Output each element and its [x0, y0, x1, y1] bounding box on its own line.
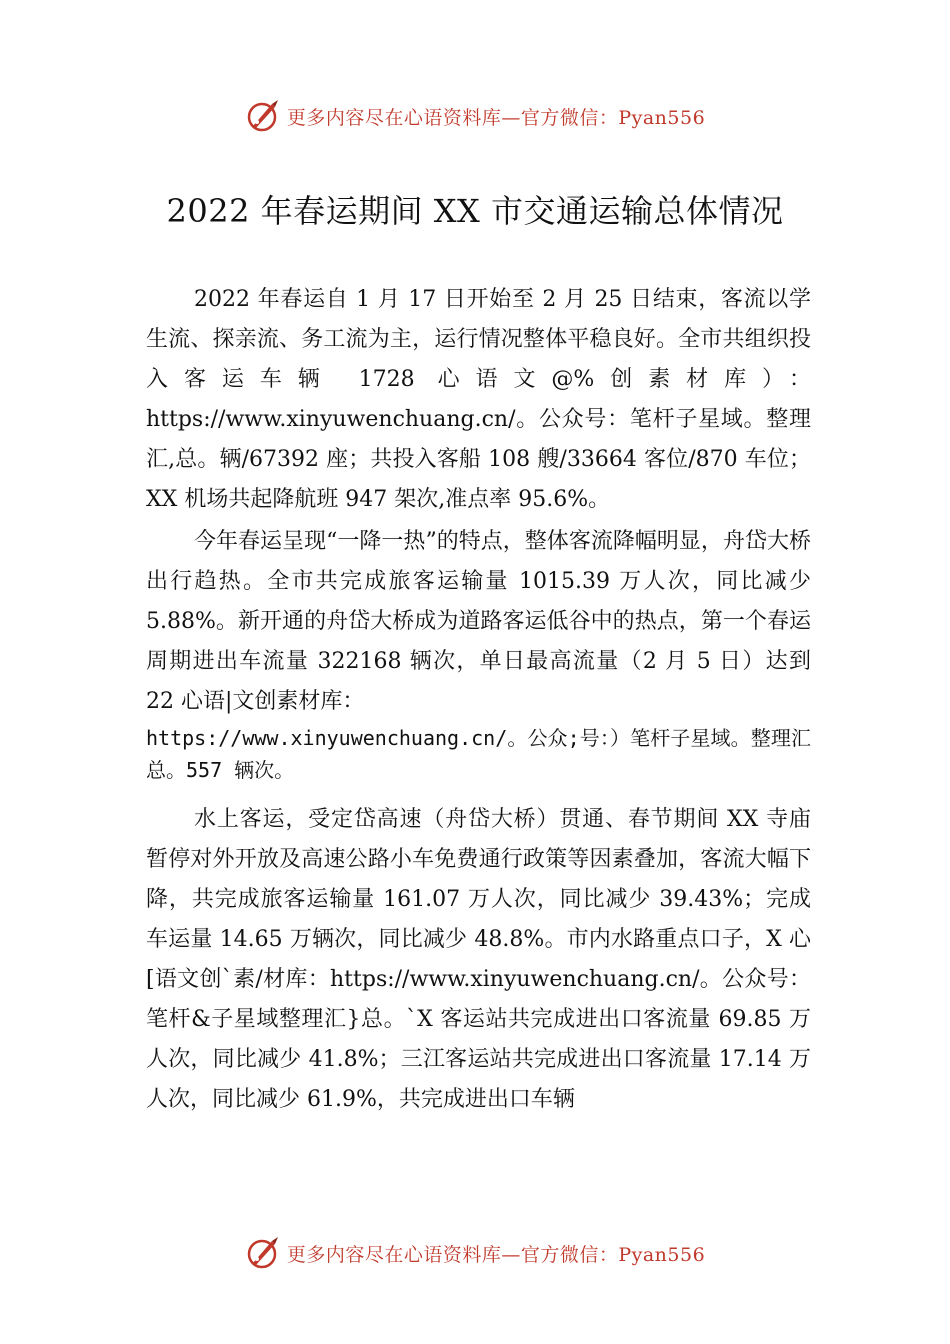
quill-logo-icon — [245, 1235, 281, 1271]
paragraph-2: 今年春运呈现“一降一热”的特点，整体客流降幅明显，舟岱大桥出行趋热。全市共完成旅客运输量 1015.39 万人次，同比减少 5.88%。新开通的舟岱大桥成为道路客运低谷中的热点，第一个春运周期进出车流量 322168 辆次，单日最高流量（2 月 5 日）达到 22 心语|文创素材库： — [146, 529, 811, 714]
wechat-id: Pyan556 — [618, 106, 706, 129]
paragraph-3: 水上客运，受定岱高速（舟岱大桥）贯通、春节期间 XX 寺庙暂停对外开放及高速公路小车免费通行政策等因素叠加，客流大幅下降，共完成旅客运输量 161.07 万人次，同比减少 39.43%；完成车运量 14.65 万辆次，同比减少 48.8%。市内水路重点口子，X 心[语文创`素/材库：https://www.xinyuwenchuang.cn/。公众号：笔杆&子星域整理汇}总。`X 客运站共完成进出口客流量 69.85 万人次，同比减少 41.8%；三江客运站共完成进出口客流量 17.14 万人次，同比减少 61.9%，共完成进出口车辆 — [146, 807, 811, 1112]
paragraph-1: 2022 年春运自 1 月 17 日开始至 2 月 25 日结束，客流以学生流、探亲流、务工流为主，运行情况整体平稳良好。全市共组织投入客运车辆 1728 心语文@%创素材库）：https://www.xinyuwenchuang.cn/。公众号：笔杆子星域。整理汇,总。辆/67392 座；共投入客船 108 艘/33664 客位/870 车位；XX 机场共起降航班 947 架次,准点率 95.6%。 — [146, 287, 811, 512]
document-body — [146, 280, 811, 1120]
footer-banner — [0, 1229, 950, 1277]
banner-text: 更多内容尽在心语资料库—官方微信： — [286, 106, 619, 129]
banner-text: 更多内容尽在心语资料库—官方微信： — [286, 1243, 619, 1266]
paragraph-2-continuation: https://www.xinyuwenchuang.cn/。公众;号：）笔杆子星域。整理汇总。557 辆次。 — [146, 726, 811, 782]
header-banner — [0, 92, 950, 140]
quill-logo-icon — [245, 98, 281, 134]
document-title: 2022 年春运期间 XX 市交通运输总体情况 — [166, 192, 784, 230]
wechat-id: Pyan556 — [618, 1243, 706, 1266]
